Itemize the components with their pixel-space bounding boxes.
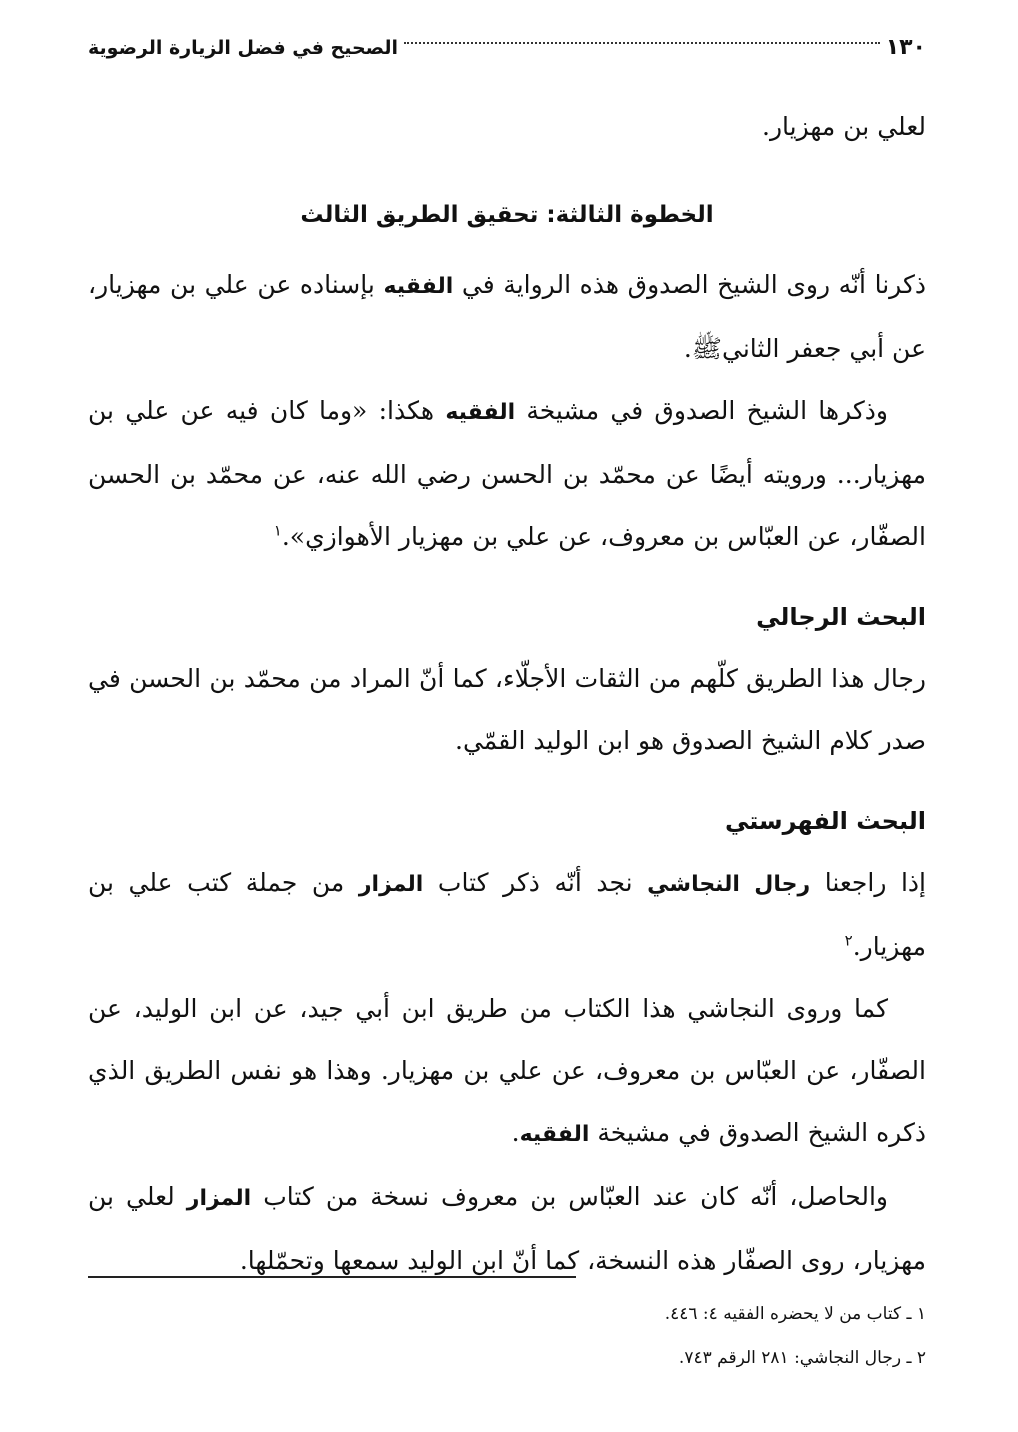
paragraph-2 xyxy=(88,380,926,568)
heading-fihristi: البحث الفهرستي xyxy=(724,807,926,835)
paragraph-2-text-b: هكذا: «وما كان فيه عن علي بن مهزيار... ورويته أيضًا عن محمّد بن الحسن رضي الله عنه، عن محمّد بن الحسن الصفّار، عن العبّاس بن معروف، عن علي بن مهزيار الأهوازي». xyxy=(88,396,926,551)
paragraph-1-text-b: بإسناده عن علي بن مهزيار، عن أبي جعفر الثاني xyxy=(88,270,926,363)
paragraph-2-text-a: وذكرها الشيخ الصدوق في مشيخة xyxy=(515,396,889,425)
paragraph-6-text-a: والحاصل، أنّه كان عند العبّاس بن معروف نسخة من كتاب xyxy=(251,1182,888,1211)
footnote-1: ١ ـ كتاب من لا يحضره الفقيه ٤: ٤٤٦. xyxy=(664,1304,926,1324)
book-term-faqih: الفقيه xyxy=(383,274,454,299)
leader-dots xyxy=(404,42,880,44)
footnotes xyxy=(88,1292,926,1380)
paragraph-6-text-b: لعلي بن مهزيار، روى الصفّار هذه النسخة، كما أنّ ابن الوليد سمعها وتحمّلها. xyxy=(88,1182,926,1275)
book-term-faqih: الفقيه xyxy=(445,400,516,425)
page-number: ١٣٠ xyxy=(885,35,926,60)
heading-rijali: البحث الرجالي xyxy=(756,603,926,631)
paragraph-1-text-a: ذكرنا أنّه روى الشيخ الصدوق هذه الرواية في xyxy=(453,270,927,299)
footnote-divider xyxy=(88,1276,576,1278)
paragraph-4-text-b: نجد أنّه ذكر كتاب xyxy=(423,868,648,897)
book-term-mazar: المزار xyxy=(186,1186,252,1211)
book-term-najashi: رجال النجاشي xyxy=(647,872,811,897)
footnote-2: ٢ ـ رجال النجاشي: ٢٨١ الرقم ٧٤٣. xyxy=(678,1348,926,1368)
paragraph-5-end: . xyxy=(511,1118,520,1147)
footnote-ref-1[interactable]: ١ xyxy=(273,521,282,540)
book-term-faqih: الفقيه xyxy=(519,1122,590,1147)
body-text xyxy=(88,96,926,1292)
paragraph-6 xyxy=(88,1166,926,1292)
paragraph-5 xyxy=(88,978,926,1166)
paragraph-4-text-a: إذا راجعنا xyxy=(810,868,926,897)
paragraph-3: رجال هذا الطريق كلّهم من الثقات الأجلّاء، كما أنّ المراد من محمّد بن الحسن في صدر كلام الشيخ الصدوق هو ابن الوليد القمّي. xyxy=(88,664,926,755)
paragraph-1-end: . xyxy=(683,334,692,363)
page xyxy=(88,28,926,1292)
book-title: الصحيح في فضل الزيارة الرضوية xyxy=(88,37,399,59)
honorific-glyph: ﷺ xyxy=(691,334,722,363)
book-term-mazar: المزار xyxy=(358,872,424,897)
paragraph-4-text-c: من جملة كتب علي بن مهزيار. xyxy=(88,868,926,961)
paragraph-5-text-a: كما وروى النجاشي هذا الكتاب من طريق ابن أبي جيد، عن ابن الوليد، عن الصفّار، عن العبّاس بن معروف، عن علي بن مهزيار. وهذا هو نفس الطريق الذي ذكره الشيخ الصدوق في مشيخة xyxy=(88,994,926,1147)
paragraph-1 xyxy=(88,254,926,380)
footnote-ref-2[interactable]: ٢ xyxy=(844,931,853,950)
continuation-line: لعلي بن مهزيار. xyxy=(762,112,926,141)
running-header xyxy=(88,28,926,68)
step-heading: الخطوة الثالثة: تحقيق الطريق الثالث xyxy=(300,202,714,228)
paragraph-4 xyxy=(88,852,926,978)
